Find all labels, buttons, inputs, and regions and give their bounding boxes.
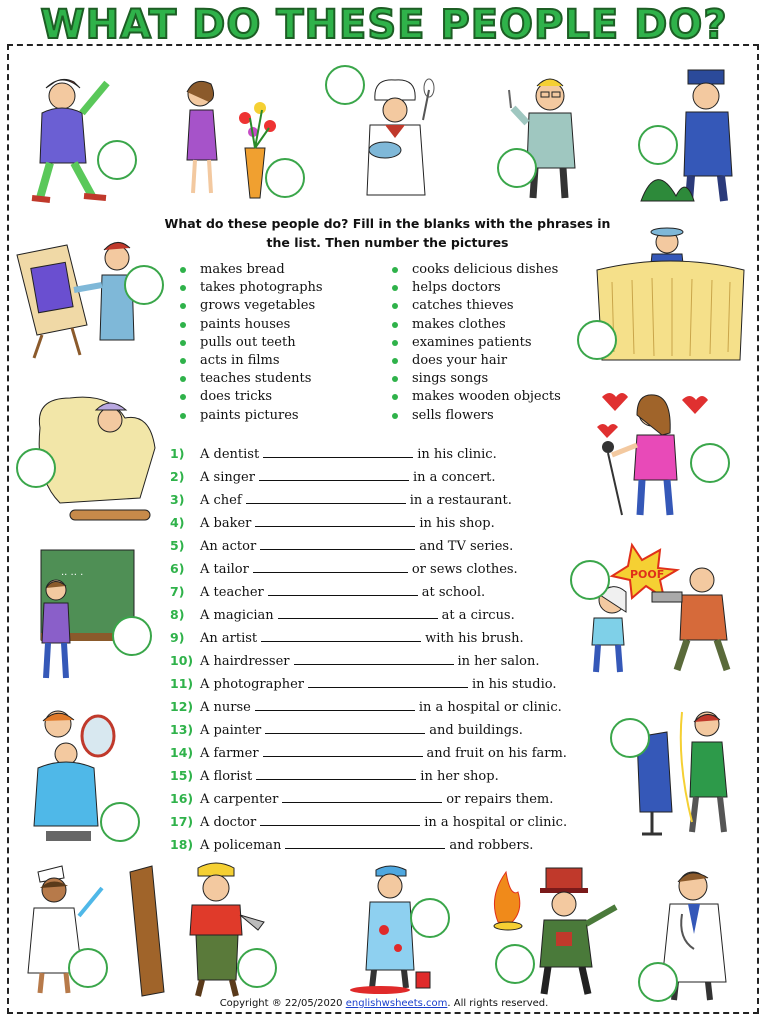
phrase-text: helps doctors <box>412 280 501 296</box>
answer-circle-magician[interactable] <box>495 944 535 984</box>
bullet-icon <box>180 358 186 364</box>
chef-illustration <box>355 70 440 205</box>
sentence-number: 6) <box>170 561 185 576</box>
phrase-text: makes bread <box>200 262 285 277</box>
sentence-ending: with his brush. <box>425 631 524 646</box>
phrase-text: sings songs <box>412 371 489 387</box>
doctor-illustration <box>582 540 742 680</box>
site-link[interactable]: englishwsheets.com <box>345 998 448 1009</box>
answer-blank[interactable] <box>278 605 438 619</box>
answer-blank[interactable] <box>261 628 421 642</box>
phrase-text: catches thieves <box>412 298 514 314</box>
bullet-icon <box>180 303 186 309</box>
sentence-row <box>170 835 590 858</box>
tailor-illustration <box>632 702 742 842</box>
answer-blank[interactable] <box>255 513 415 527</box>
answer-blank[interactable] <box>294 651 454 665</box>
answer-blank[interactable] <box>259 467 409 481</box>
answer-blank[interactable] <box>285 835 445 849</box>
sentence-subject: A baker <box>200 516 252 531</box>
phrase-text: examines patients <box>412 334 532 350</box>
phrase-item <box>388 407 561 425</box>
sentence-ending: or repairs them. <box>446 792 554 807</box>
phrase-text: sells flowers <box>412 407 494 423</box>
instructions: What do these people do? Fill in the blanks with the phrases in the list. Then number the pictures <box>164 216 611 250</box>
phrase-item <box>176 297 323 315</box>
sentence-row <box>170 766 590 789</box>
sentence-number: 15) <box>170 768 194 783</box>
sentence-number: 9) <box>170 630 185 645</box>
bullet-icon <box>180 285 186 291</box>
answer-blank[interactable] <box>282 789 442 803</box>
phrase-item <box>388 352 561 370</box>
sentence-subject: A doctor <box>200 815 257 830</box>
phrase-item <box>388 316 561 334</box>
phrase-text: grows vegetables <box>200 298 316 314</box>
phrase-item <box>388 261 561 279</box>
sentence-ending: and robbers. <box>449 838 534 853</box>
sentence-subject: A painter <box>200 723 262 738</box>
phrase-text: paints pictures <box>200 407 299 423</box>
sentence-row <box>170 559 590 582</box>
answer-circle-florist[interactable] <box>265 158 305 198</box>
bullet-icon <box>180 413 186 419</box>
sentence-row <box>170 743 590 766</box>
sentence-row <box>170 605 590 628</box>
bullet-icon <box>392 322 398 328</box>
sentence-subject: A nurse <box>200 700 251 715</box>
sentence-number: 8) <box>170 607 185 622</box>
sentence-number: 3) <box>170 492 185 507</box>
sentence-number: 14) <box>170 745 194 760</box>
svg-text:·· ·· ·: ·· ·· · <box>61 570 84 581</box>
answer-blank[interactable] <box>255 697 415 711</box>
phrase-text: acts in films <box>200 352 280 368</box>
sentence-ending: at a circus. <box>441 608 515 623</box>
sentence-subject: A policeman <box>200 838 282 853</box>
sentence-ending: and fruit on his farm. <box>426 746 567 761</box>
phrase-text: takes photographs <box>200 280 323 296</box>
phrase-item <box>388 370 561 388</box>
sentence-row <box>170 536 590 559</box>
sentence-number: 10) <box>170 653 194 668</box>
sentence-row <box>170 789 590 812</box>
sentence-row <box>170 582 590 605</box>
bullet-icon <box>180 394 186 400</box>
answer-circle-painter[interactable] <box>410 898 450 938</box>
phrase-item <box>176 388 323 406</box>
sentence-row <box>170 444 590 467</box>
sentence-subject: A teacher <box>200 585 264 600</box>
sentence-ending: and buildings. <box>429 723 523 738</box>
answer-circle-hairdresser[interactable] <box>100 802 140 842</box>
phrase-item <box>388 279 561 297</box>
answer-blank[interactable] <box>263 743 423 757</box>
phrase-item <box>176 352 323 370</box>
answer-blank[interactable] <box>260 536 415 550</box>
phrase-text: does tricks <box>200 389 273 405</box>
sentence-ending: in his shop. <box>419 516 495 531</box>
phrase-text: cooks delicious dishes <box>412 262 559 277</box>
sentence-number: 1) <box>170 446 185 461</box>
sentence-row <box>170 651 590 674</box>
sentence-number: 7) <box>170 584 185 599</box>
sentence-ending: in his clinic. <box>417 447 497 462</box>
poof-bubble: POOF <box>630 568 665 581</box>
phrase-item <box>176 407 323 425</box>
sentence-row <box>170 720 590 743</box>
sentence-row <box>170 513 590 536</box>
answer-blank[interactable] <box>268 582 418 596</box>
bullet-icon <box>392 394 398 400</box>
sentence-subject: A photographer <box>200 677 304 692</box>
sentence-subject: A florist <box>200 769 253 784</box>
phrase-text: makes wooden objects <box>412 389 561 405</box>
sentence-row <box>170 812 590 835</box>
sentence-row <box>170 490 590 513</box>
bullet-icon <box>392 303 398 309</box>
sentence-ending: in her salon. <box>457 654 540 669</box>
phrase-list-left <box>176 261 323 425</box>
bullet-icon <box>392 340 398 346</box>
phrase-item <box>176 370 323 388</box>
sentence-number: 12) <box>170 699 194 714</box>
sentence-number: 2) <box>170 469 185 484</box>
sentence-ending: in her shop. <box>420 769 499 784</box>
phrase-item <box>388 334 561 352</box>
phrase-list-right <box>388 261 561 425</box>
sentence-ending: in a hospital or clinic. <box>424 815 568 830</box>
answer-circle-chef[interactable] <box>325 65 365 105</box>
answer-circle-carpenter[interactable] <box>237 948 277 988</box>
sentence-number: 11) <box>170 676 194 691</box>
phrase-text: pulls out teeth <box>200 334 296 350</box>
bullet-icon <box>392 358 398 364</box>
answer-blank[interactable] <box>265 720 425 734</box>
sentence-ending: in a hospital or clinic. <box>418 700 562 715</box>
sentence-subject: A carpenter <box>200 792 279 807</box>
sentence-number: 17) <box>170 814 194 829</box>
answer-blank[interactable] <box>260 812 420 826</box>
answer-blank[interactable] <box>253 559 408 573</box>
phrase-item <box>176 279 323 297</box>
rights-text: . All rights reserved. <box>447 998 549 1009</box>
worksheet-title: WHAT DO THESE PEOPLE DO? <box>40 2 728 48</box>
answer-circle-singer[interactable] <box>690 443 730 483</box>
sentence-subject: A hairdresser <box>200 654 290 669</box>
sentence-subject: A singer <box>200 470 255 485</box>
answer-circle-farmer[interactable] <box>577 320 617 360</box>
sentence-subject: A magician <box>200 608 274 623</box>
actor-illustration <box>22 68 122 208</box>
sentence-number: 5) <box>170 538 185 553</box>
answer-circle-tailor[interactable] <box>610 718 650 758</box>
sentence-number: 16) <box>170 791 194 806</box>
phrase-text: makes clothes <box>412 316 506 332</box>
sentence-ending: and TV series. <box>419 539 514 554</box>
copyright-text: Copyright ® 22/05/2020 <box>219 998 346 1009</box>
answer-blank[interactable] <box>263 444 413 458</box>
sentence-number: 4) <box>170 515 185 530</box>
sentence-number: 13) <box>170 722 194 737</box>
phrase-item <box>176 261 323 279</box>
answer-circle-baker[interactable] <box>16 448 56 488</box>
sentence-row <box>170 628 590 651</box>
answer-circle-dentist[interactable] <box>497 148 537 188</box>
answer-circle-artist[interactable] <box>124 265 164 305</box>
answer-circle-actor[interactable] <box>97 140 137 180</box>
sentence-number: 18) <box>170 837 194 852</box>
phrase-text: paints houses <box>200 316 291 332</box>
phrase-item <box>388 388 561 406</box>
sentence-subject: A tailor <box>200 562 249 577</box>
phrase-text: teaches students <box>200 371 312 387</box>
phrase-item <box>388 297 561 315</box>
phrase-text: does your hair <box>412 352 508 368</box>
answer-circle-policeman[interactable] <box>638 125 678 165</box>
bullet-icon <box>392 285 398 291</box>
phrase-item <box>176 334 323 352</box>
bullet-icon <box>180 267 186 273</box>
sentence-ending: in a restaurant. <box>409 493 512 508</box>
bullet-icon <box>180 376 186 382</box>
sentence-subject: A farmer <box>200 746 259 761</box>
answer-circle-doctor-2[interactable] <box>638 962 678 1002</box>
sentence-ending: in a concert. <box>412 470 496 485</box>
bullet-icon <box>180 340 186 346</box>
answer-blank[interactable] <box>246 490 406 504</box>
sentence-row <box>170 467 590 490</box>
sentence-ending: or sews clothes. <box>411 562 518 577</box>
sentence-ending: at school. <box>421 585 486 600</box>
answer-circle-nurse[interactable] <box>68 948 108 988</box>
bullet-icon <box>392 267 398 273</box>
sentence-row <box>170 674 590 697</box>
answer-blank[interactable] <box>308 674 468 688</box>
answer-blank[interactable] <box>256 766 416 780</box>
bullet-icon <box>392 376 398 382</box>
answer-circle-teacher[interactable] <box>112 616 152 656</box>
sentence-row <box>170 697 590 720</box>
sentence-ending: in his studio. <box>471 677 557 692</box>
sentence-subject: An actor <box>200 539 257 554</box>
bullet-icon <box>180 322 186 328</box>
phrase-item <box>176 316 323 334</box>
footer <box>0 998 768 1009</box>
bullet-icon <box>392 413 398 419</box>
sentence-subject: An artist <box>200 631 258 646</box>
sentence-subject: A dentist <box>200 447 260 462</box>
artist-illustration <box>12 230 142 360</box>
teacher-illustration <box>36 548 136 683</box>
sentence-subject: A chef <box>200 493 242 508</box>
